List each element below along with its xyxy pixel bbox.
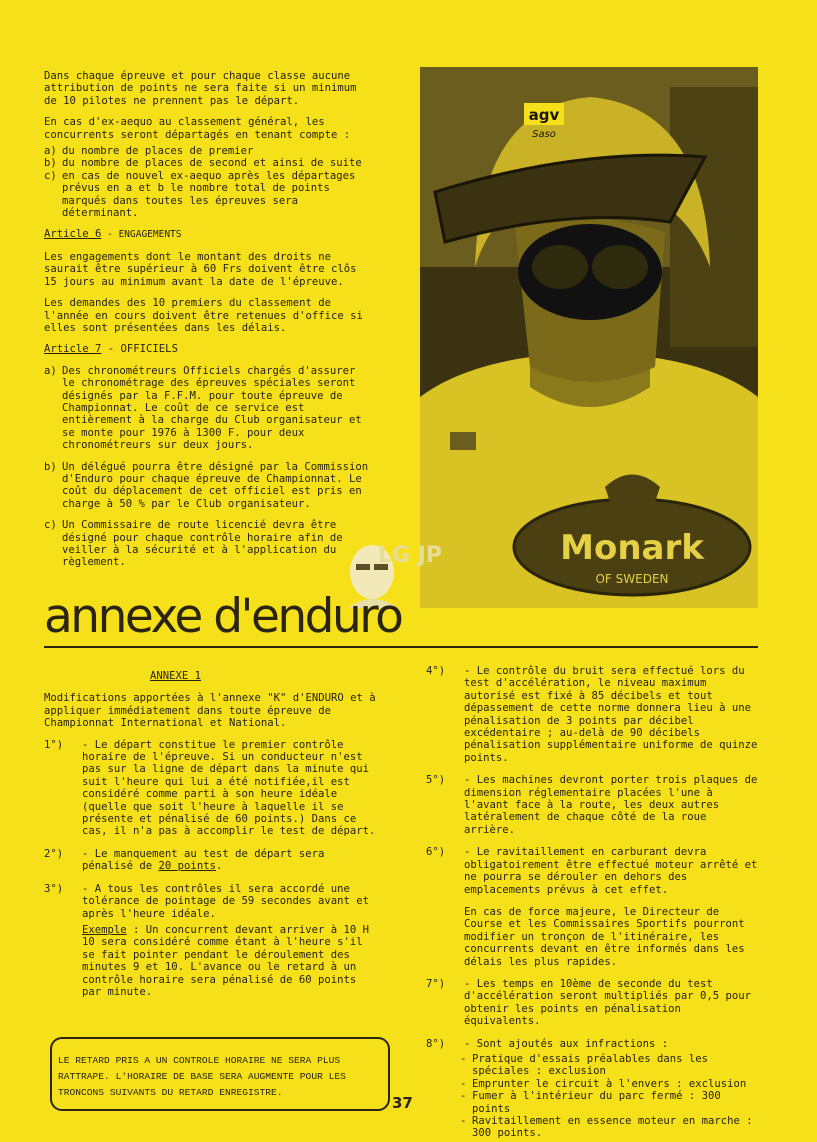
shirt-badge	[450, 432, 476, 450]
shirt-brand: Monark	[560, 528, 704, 568]
annex-item-3: 3°) - A tous les contrôles il sera accordé une tolérance de pointage de 59 secondes avant et après l'heure idéale.	[44, 882, 370, 920]
list-item: - Pratique d'essais préalables dans les spéciales : exclusion	[460, 1052, 708, 1078]
paragraph-ex-aequo: En cas d'ex-aequo au classement général, les concurrents seront départagés en tenant compte :	[44, 116, 351, 141]
watermark-text: LG JP	[377, 543, 443, 568]
list-item: a) du nombre de places de premier	[44, 145, 254, 158]
annex-force-majeure: En cas de force majeure, le Directeur de Course et les Commissaires Sportifs pourront modifier un tronçon de l'itinéraire, les concurrents devant en être informés dans les délais les plus rapides.	[464, 905, 745, 968]
list-item: c) en cas de nouvel ex-aequo après les départages prévus en a et b le nombre total de points marqués dans toutes les épreuves sera déterminant.	[44, 169, 356, 220]
list-item: - Fumer à l'intérieur du parc fermé : 300 points	[460, 1090, 721, 1115]
paragraph-demandes: Les demandes des 10 premiers du classement de l'année en cours doivent être retenues d'office si elles sont présentées dans les délais.	[44, 297, 363, 334]
page-number: 37	[392, 1094, 413, 1112]
list-item: c) Un Commissaire de route licencié devra être désigné pour chaque contrôle horaire afin de veiller à la sécurité et à l'application du règlement.	[44, 519, 343, 569]
list-item: b) Un délégué pourra être désigné par la Commission d'Enduro pour chaque épreuve de Championnat. Le coût du déplacement de cet officiel est pris en charge à 50 % par le Club organisateur.	[44, 460, 369, 510]
annex-item-6: 6°) - Le ravitaillement en carburant devra obligatoirement être effectué moteur arrêté et ne pourra se dérouler en dehors des emplacements prévus à cet effet.	[426, 846, 758, 896]
annex-intro: Modifications apportées à l'annexe "K" d'ENDURO et à appliquer immédiatement dans toute épreuve de Championnat International et National.	[44, 692, 376, 730]
annex-item-5: 5°) - Les machines devront porter trois plaques de dimension réglementaire placées l'une à l'avant face à la route, les deux autres latéralement de chaque côté de la roue arrière.	[426, 774, 758, 836]
rider-photo-graphic	[420, 67, 758, 608]
annex-left-column	[44, 670, 379, 1008]
annex-item-4: 4°) - Le contrôle du bruit sera effectué lors du test d'accélération, le niveau maximum autorisé est fixé à 85 décibels et tout dépassement de cette norme donnera lieu à une pénalisation de 3 points par décibel excédentaire ; au-delà de 90 décibels pénalisation supplémentaire uniforme de quinze points.	[426, 665, 758, 764]
annex-item-8: 8°) - Sont ajoutés aux infractions :	[426, 1037, 669, 1050]
paragraph-engagements: Les engagements dont le montant des droits ne saurait être supérieur à 60 Frs doivent être clôs 15 jours au minimum avant la date de l'épreuve.	[44, 250, 357, 288]
helmet-sub: Saso	[532, 129, 556, 140]
article-7-heading: Article 7 - OFFICIELS	[44, 343, 178, 356]
annex-item-1: 1°) - Le départ constitue le premier contrôle horaire de l'épreuve. Si un conducteur n'est pas sur la ligne de départ dans la minute qui suit l'heure qui lui a été notifiée,il est considéré comme parti à son heure idéale (quelle que soit l'heure à laquelle il se présente et pénalisé de 60 points.) Dans ce cas, il n'a pas à accomplir le test de départ.	[44, 738, 376, 838]
annex-item-2: 2°) - Le manquement au test de départ sera pénalisé de 20 points.	[44, 847, 325, 873]
list-item: - Ravitaillement en essence moteur en marche : 300 points.	[460, 1115, 753, 1140]
banner-rule	[44, 646, 758, 648]
top-text-column	[44, 70, 374, 578]
infractions-list	[460, 1053, 759, 1140]
list-item: - Emprunter le circuit à l'envers : exclusion	[460, 1077, 747, 1090]
annex-right-column	[426, 665, 759, 1140]
notice-box	[50, 1037, 390, 1111]
notice-text: LE RETARD PRIS A UN CONTROLE HORAIRE NE SERA PLUS RATTRAPE. L'HORAIRE DE BASE SERA AUGMENTE POUR LES TRONCONS SUIVANTS DU RETARD ENREGISTRE.	[58, 1055, 346, 1098]
rider-photo	[420, 67, 758, 608]
list-item: a) Des chronométreurs Officiels chargés d'assurer le chronométrage des épreuves spéciales seront désignés par la F.F.M. pour toute épreuve de Championnat. Le coût de ce service est entièrement à la charge du Club organisateur et se monte pour 1976 à 1300 F. pour deux chronométreurs sur deux jours.	[44, 364, 362, 452]
article-6-heading: Article 6 - ENGAGEMENTS	[44, 228, 182, 241]
annex-title: ANNEXE 1	[150, 670, 202, 682]
paragraph-min-pilots: Dans chaque épreuve et pour chaque classe aucune attribution de points ne sera faite si un minimum de 10 pilotes ne prennent pas le départ.	[44, 70, 357, 107]
annex-example: Exemple : Un concurrent devant arriver à 10 H 10 sera considéré comme étant à l'heure s'il se fait pointer pendant le déroulement des minutes 9 et 10. L'avance ou le retard à un contrôle horaire sera pénalisé de 60 points par minute.	[82, 923, 370, 998]
ex-aequo-list	[44, 145, 374, 219]
list-item: b) du nombre de places de second et ainsi de suite	[44, 157, 362, 170]
section-banner: annexe d'enduro	[44, 589, 402, 644]
annex-item-7: 7°) - Les temps en 10ème de seconde du test d'accélération seront multipliés par 0,5 pour obtenir les points en pénalisation équivalents.	[426, 977, 752, 1028]
shirt-sub: OF SWEDEN	[595, 572, 669, 586]
helmet-brand: agv	[528, 106, 560, 124]
